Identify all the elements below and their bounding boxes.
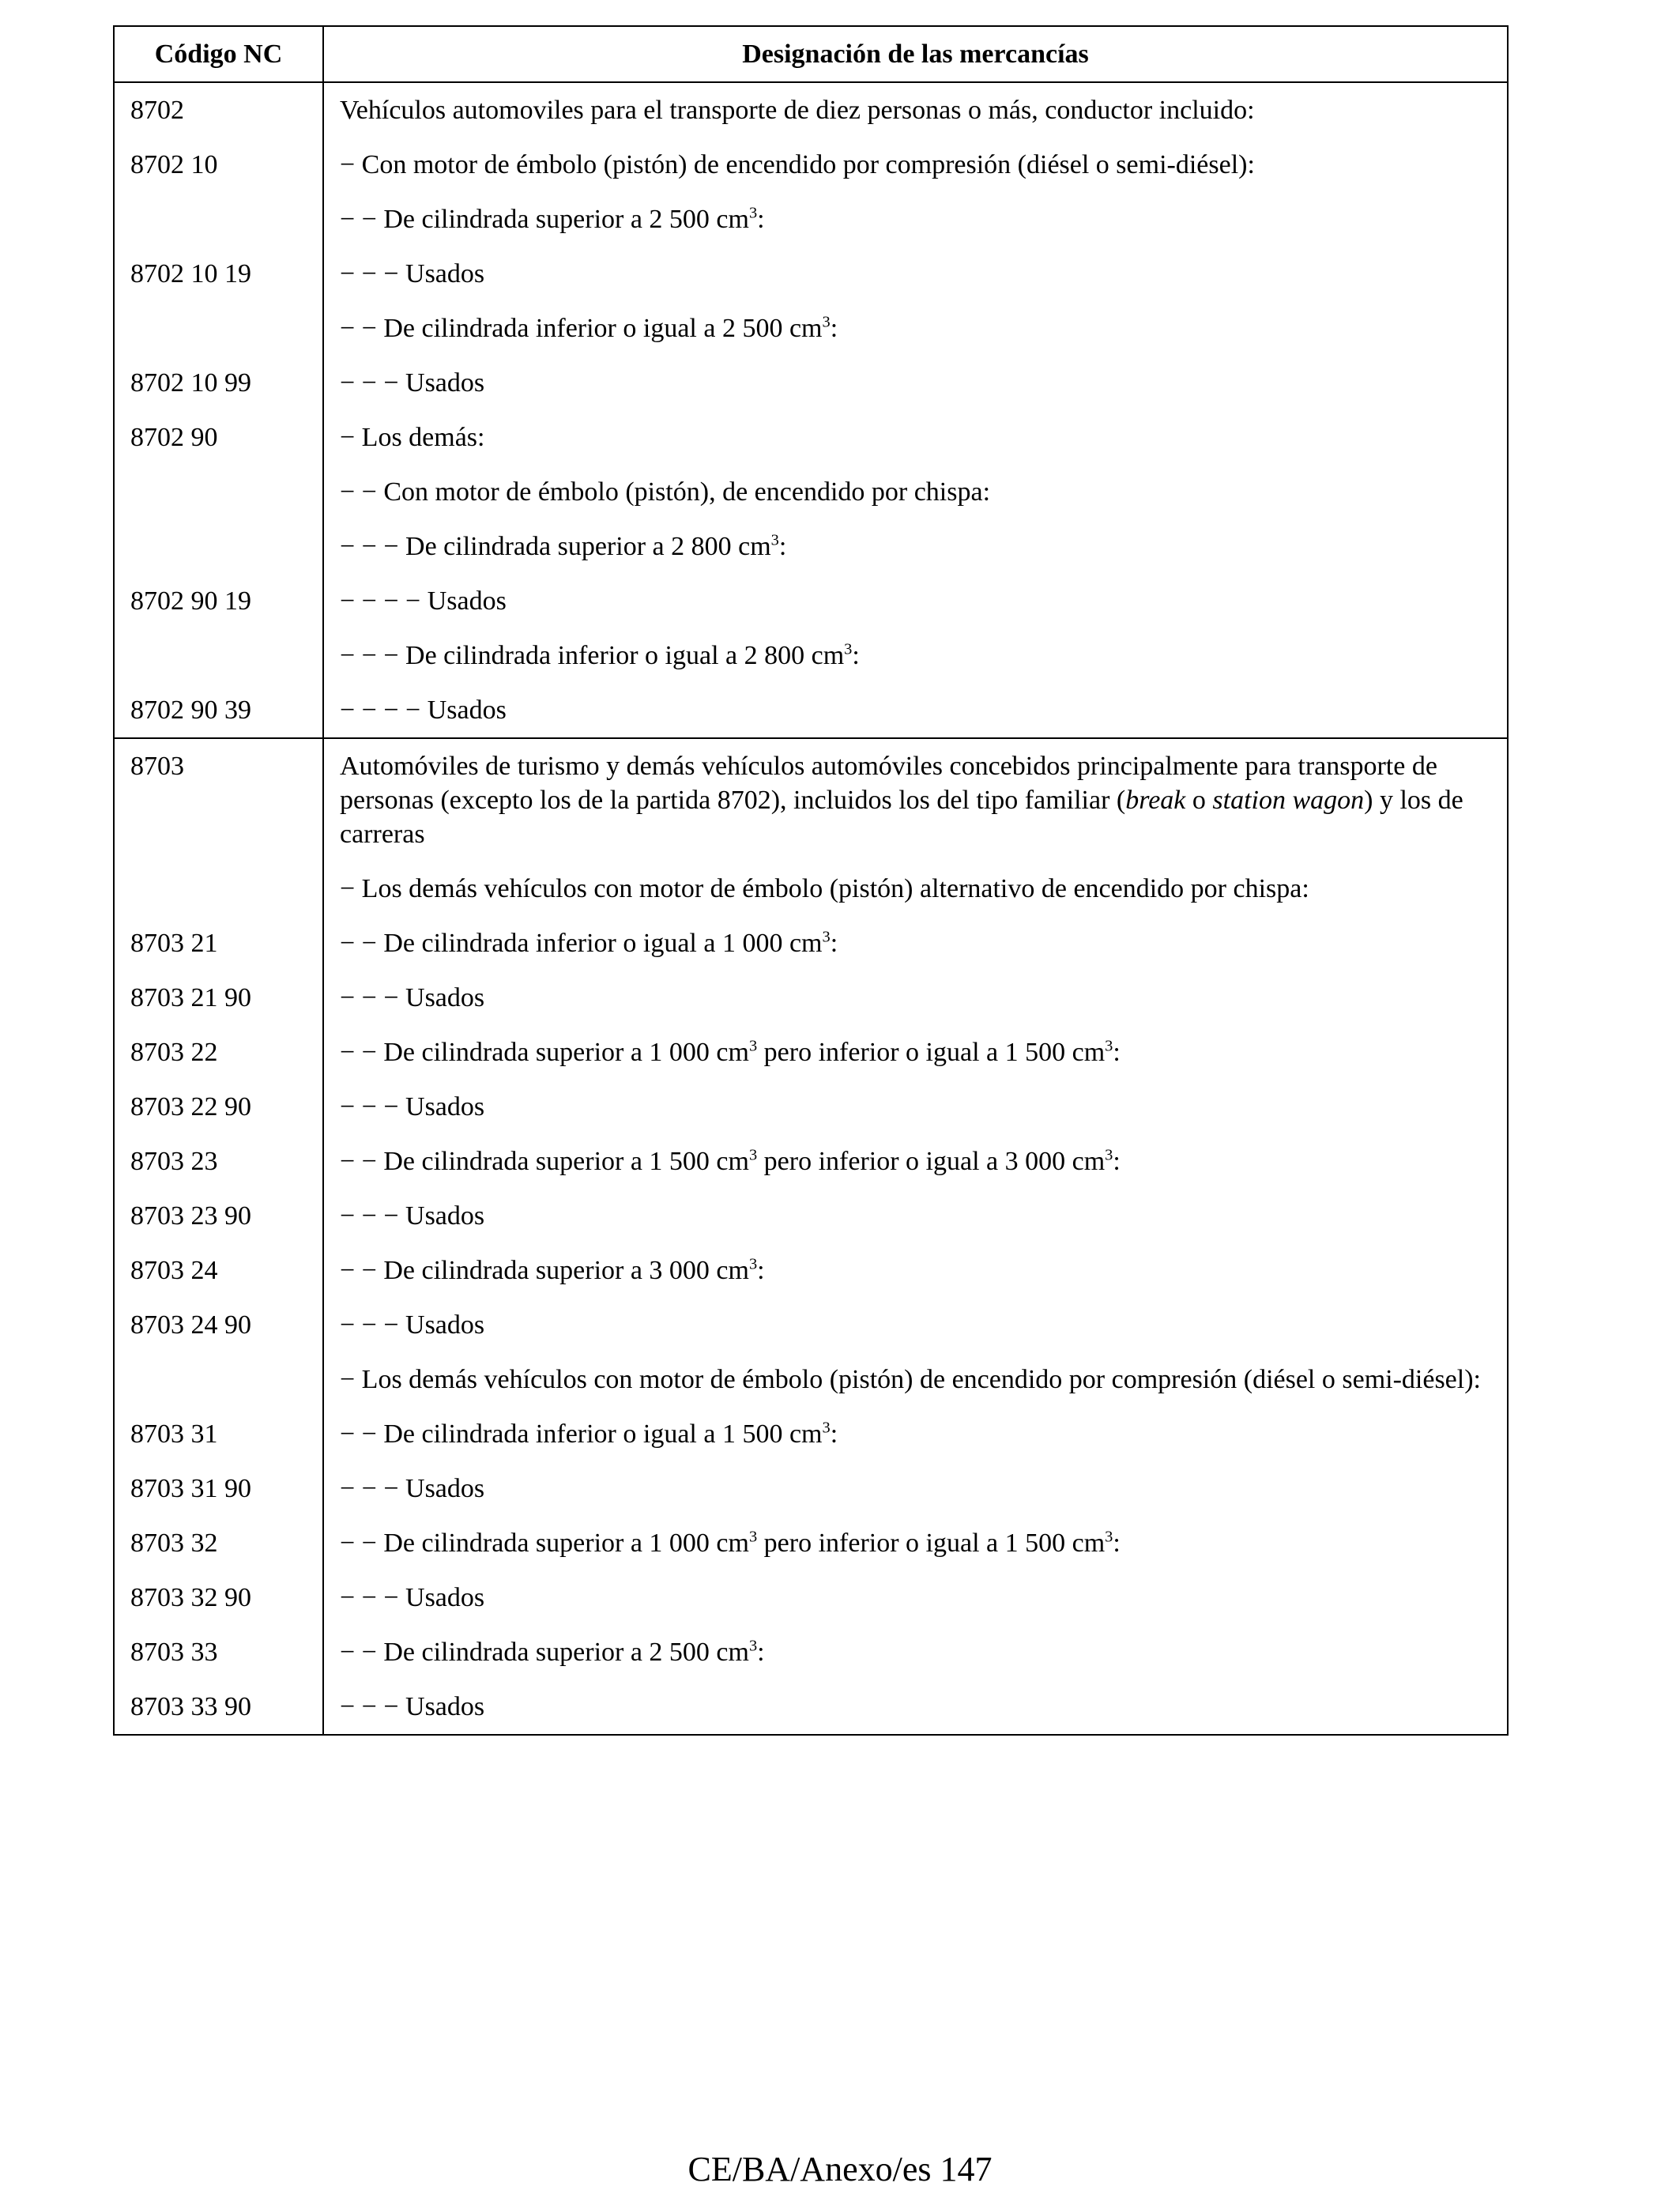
table-row [114,628,1508,683]
nc-code-cell: 8703 23 [114,1134,323,1189]
superscript-text: 3 [1105,1528,1113,1546]
superscript-text: 3 [1105,1146,1113,1164]
table-row [114,519,1508,574]
table-row [114,971,1508,1025]
designation-text: − Con motor de émbolo (pistón) de encendido por compresión (diésel o semi-diésel): [340,150,1255,179]
designation-cell [323,301,1508,356]
table-row [114,1516,1508,1570]
superscript-text: 3 [770,531,779,549]
designation-cell [323,1625,1508,1679]
designation-cell [323,971,1508,1025]
nc-code-cell: 8703 32 [114,1516,323,1570]
designation-cell [323,465,1508,519]
table-row [114,356,1508,410]
designation-text: − − De cilindrada superior a 2 500 cm [340,205,749,234]
designation-text: − − De cilindrada superior a 2 500 cm [340,1638,749,1667]
designation-text: : [830,1419,838,1449]
tariff-table [113,25,1509,1736]
designation-cell [323,1461,1508,1516]
designation-text: : [830,929,838,958]
nc-code-cell: 8703 23 90 [114,1189,323,1243]
superscript-text: 3 [748,1255,758,1273]
designation-text: o [1185,786,1213,815]
designation-cell [323,1243,1508,1298]
designation-text: − − − Usados [340,1201,485,1231]
designation-text: − − − Usados [340,259,485,288]
designation-cell [323,574,1508,628]
designation-cell [323,1134,1508,1189]
table-row [114,1570,1508,1625]
designation-text: − − − Usados [340,1583,485,1612]
nc-code-cell [114,861,323,916]
designation-text: − − Con motor de émbolo (pistón), de encendido por chispa: [340,477,991,507]
superscript-text: 3 [748,1146,758,1164]
nc-code-cell: 8703 33 [114,1625,323,1679]
table-header-row [114,26,1508,82]
designation-text: pero inferior o igual a 3 000 cm [757,1147,1106,1176]
nc-code-cell: 8702 90 39 [114,683,323,738]
nc-code-cell [114,301,323,356]
designation-text: − Los demás vehículos con motor de émbolo (pistón) alternativo de encendido por chispa: [340,874,1309,903]
table-body [114,82,1508,1735]
designation-text: − − − Usados [340,1092,485,1122]
superscript-text: 3 [748,1637,758,1655]
designation-text: − − − Usados [340,983,485,1012]
superscript-text: 3 [822,313,831,331]
superscript-text: 3 [1105,1037,1113,1055]
superscript-text: 3 [748,204,758,222]
designation-text: − − De cilindrada superior a 1 000 cm [340,1529,749,1558]
designation-text: − − − Usados [340,368,485,398]
designation-cell [323,1080,1508,1134]
designation-text: : [1113,1038,1121,1067]
designation-text: : [1113,1147,1121,1176]
nc-code-cell: 8702 10 19 [114,247,323,301]
table-row [114,683,1508,738]
designation-text: − − − − Usados [340,586,507,616]
table-row [114,410,1508,465]
designation-text: Vehículos automoviles para el transporte de diez personas o más, conductor incluido: [340,96,1255,125]
designation-text: − − De cilindrada superior a 1 500 cm [340,1147,749,1176]
designation-cell [323,916,1508,971]
designation-text: − − De cilindrada inferior o igual a 1 000 cm [340,929,823,958]
nc-code-cell: 8703 22 [114,1025,323,1080]
nc-code-cell: 8703 [114,738,323,861]
designation-text: : [757,1256,765,1285]
designation-cell [323,1679,1508,1735]
table-row [114,861,1508,916]
header-designation: Designación de las mercancías [323,26,1508,82]
nc-code-cell [114,465,323,519]
designation-text: : [830,314,838,343]
italic-text: break [1125,786,1186,815]
table-row [114,1461,1508,1516]
table-row [114,301,1508,356]
designation-text: − − De cilindrada superior a 3 000 cm [340,1256,749,1285]
designation-text: − − − Usados [340,1310,485,1340]
designation-cell [323,192,1508,247]
designation-text: : [1113,1529,1121,1558]
table-row [114,1625,1508,1679]
designation-text: − Los demás vehículos con motor de émbolo (pistón) de encendido por compresión (diésel o semi-diésel): [340,1365,1481,1394]
superscript-text: 3 [748,1037,758,1055]
nc-code-cell: 8702 90 [114,410,323,465]
designation-text: Automóviles de turismo y demás vehículos automóviles concebidos principalmente para transporte de personas (excepto los de la partida 8702), incluidos los del tipo familiar ( [340,752,1437,815]
nc-code-cell [114,628,323,683]
designation-cell [323,1025,1508,1080]
table-row [114,1025,1508,1080]
designation-cell [323,356,1508,410]
superscript-text: 3 [822,1419,831,1437]
designation-text: − − − − Usados [340,696,507,725]
designation-cell [323,1298,1508,1352]
table-row [114,1679,1508,1735]
nc-code-cell: 8703 33 90 [114,1679,323,1735]
table-row [114,1243,1508,1298]
table-row [114,574,1508,628]
designation-cell [323,1352,1508,1407]
nc-code-cell: 8703 22 90 [114,1080,323,1134]
table-row [114,1407,1508,1461]
table-row [114,192,1508,247]
table-row [114,1352,1508,1407]
designation-text: : [757,1638,765,1667]
designation-text: : [757,205,765,234]
designation-cell [323,683,1508,738]
table-row [114,465,1508,519]
designation-cell [323,1516,1508,1570]
superscript-text: 3 [822,928,831,946]
nc-code-cell: 8703 31 [114,1407,323,1461]
table-row [114,1080,1508,1134]
designation-text: − − − Usados [340,1692,485,1721]
designation-text: − − De cilindrada superior a 1 000 cm [340,1038,749,1067]
table-row [114,1298,1508,1352]
nc-code-cell: 8702 10 [114,138,323,192]
table-row [114,82,1508,138]
designation-cell [323,519,1508,574]
nc-code-cell [114,192,323,247]
designation-cell [323,82,1508,138]
nc-code-cell: 8703 32 90 [114,1570,323,1625]
designation-text: − − − Usados [340,1474,485,1503]
designation-cell [323,1189,1508,1243]
designation-text: pero inferior o igual a 1 500 cm [757,1038,1106,1067]
nc-code-cell [114,1352,323,1407]
designation-text: : [778,532,787,561]
superscript-text: 3 [748,1528,758,1546]
nc-code-cell: 8702 10 99 [114,356,323,410]
designation-cell [323,1407,1508,1461]
table-row [114,247,1508,301]
nc-code-cell: 8703 31 90 [114,1461,323,1516]
designation-text: − Los demás: [340,423,485,452]
nc-code-cell: 8702 90 19 [114,574,323,628]
designation-cell [323,628,1508,683]
designation-text: pero inferior o igual a 1 500 cm [757,1529,1106,1558]
nc-code-cell [114,519,323,574]
page-footer: CE/BA/Anexo/es 147 [687,2150,993,2188]
table-row [114,738,1508,861]
designation-cell [323,410,1508,465]
nc-code-cell: 8703 24 90 [114,1298,323,1352]
italic-text: station wagon [1212,786,1365,815]
designation-text: − − De cilindrada inferior o igual a 2 500 cm [340,314,823,343]
table-row [114,916,1508,971]
designation-cell [323,138,1508,192]
table-row [114,1189,1508,1243]
designation-text: ) y los de carreras [340,786,1463,849]
designation-text: − − − De cilindrada superior a 2 800 cm [340,532,771,561]
designation-cell [323,247,1508,301]
nc-code-cell: 8703 21 [114,916,323,971]
table-row [114,1134,1508,1189]
superscript-text: 3 [844,640,853,658]
nc-code-cell: 8703 21 90 [114,971,323,1025]
designation-text: : [852,641,860,670]
designation-text: − − De cilindrada inferior o igual a 1 500 cm [340,1419,823,1449]
designation-cell [323,738,1508,861]
header-code: Código NC [114,26,323,82]
designation-cell [323,1570,1508,1625]
designation-text: − − − De cilindrada inferior o igual a 2 800 cm [340,641,845,670]
nc-code-cell: 8703 24 [114,1243,323,1298]
table-row [114,138,1508,192]
nc-code-cell: 8702 [114,82,323,138]
designation-cell [323,861,1508,916]
